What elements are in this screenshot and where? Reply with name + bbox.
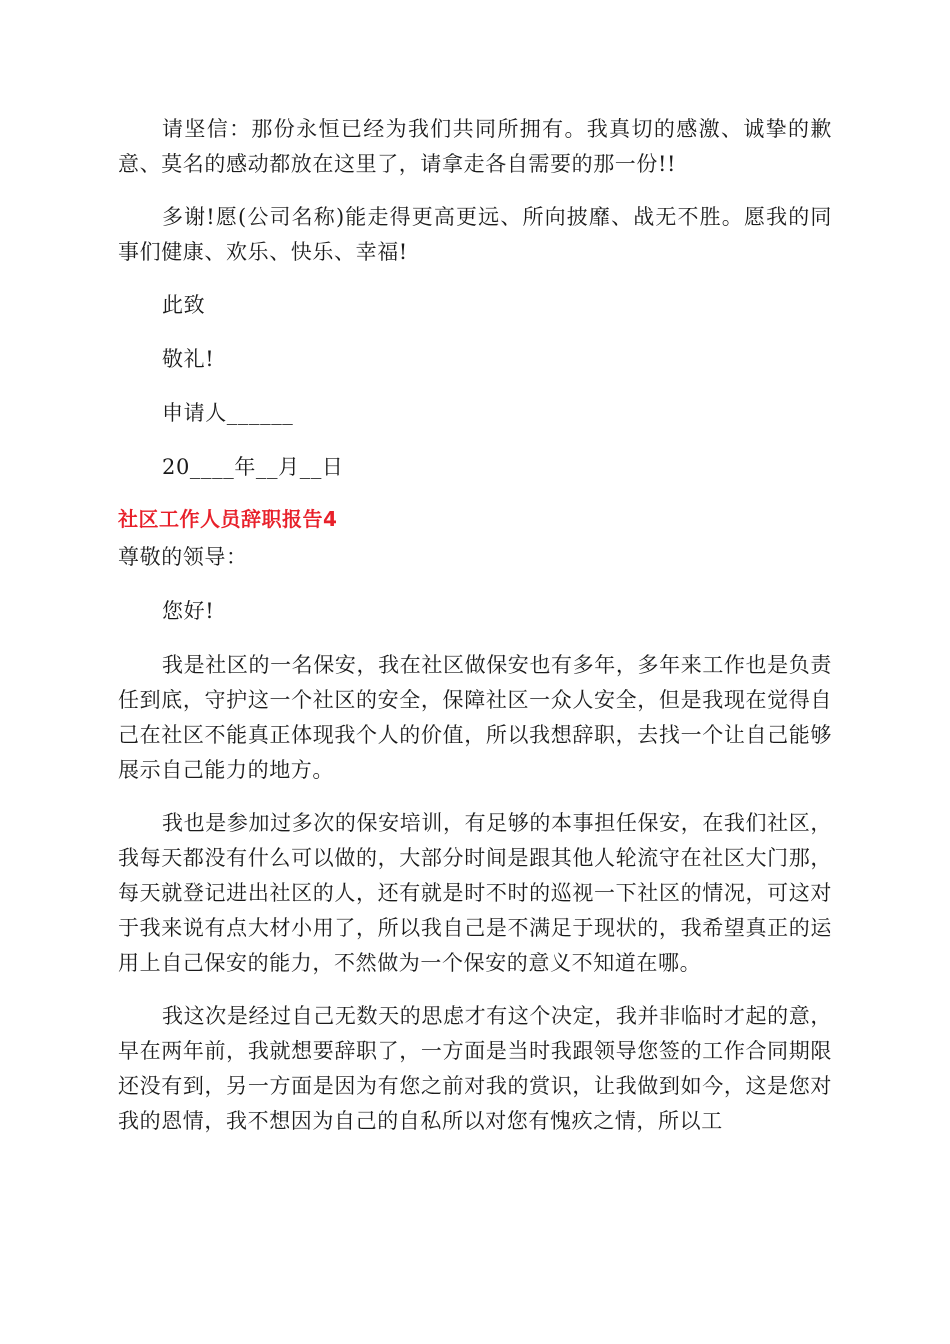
applicant-line: 申请人______ [162,401,294,425]
paragraph-security-guard: 我是社区的一名保安，我在社区做保安也有多年，多年来工作也是负责任到底，守护这一个社区的安全，保障社区一众人安全，但是我现在觉得自己在社区不能真正体现我个人的价值，所以我想辞职，去找一个让自己能够展示自己能力的地方。 [118,653,832,782]
date-line: 20____年__月__日 [162,455,344,479]
paragraph-training: 我也是参加过多次的保安培训，有足够的本事担任保安，在我们社区，我每天都没有什么可以做的，大部分时间是跟其他人轮流守在社区大门那，每天就登记进出社区的人，还有就是时不时的巡视一下社区的情况，可这对于我来说有点大材小用了，所以我自己是不满足于现状的，我希望真正的运用上自己保安的能力，不然做为一个保安的意义不知道在哪。 [118,811,832,975]
document-page [118,112,832,1139]
paragraph-thanks: 多谢!愿(公司名称)能走得更高更远、所向披靡、战无不胜。愿我的同事们健康、欢乐、快乐、幸福! [118,205,832,264]
closing-jingli: 敬礼! [162,347,215,371]
paragraph-believe: 请坚信：那份永恒已经为我们共同所拥有。我真切的感激、诚挚的歉意、莫名的感动都放在这里了，请拿走各自需要的那一份!! [118,117,832,176]
greeting: 您好! [162,599,215,623]
section-heading: 社区工作人员辞职报告4 [118,507,338,531]
salutation: 尊敬的领导： [118,545,248,569]
closing-cizhi: 此致 [162,293,206,317]
paragraph-decision: 我这次是经过自己无数天的思虑才有这个决定，我并非临时才起的意，早在两年前，我就想要辞职了，一方面是当时我跟领导您签的工作合同期限还没有到，另一方面是因为有您之前对我的赏识，让我做到如今，这是您对我的恩情，我不想因为自己的自私所以对您有愧疚之情，所以工 [118,1004,832,1133]
